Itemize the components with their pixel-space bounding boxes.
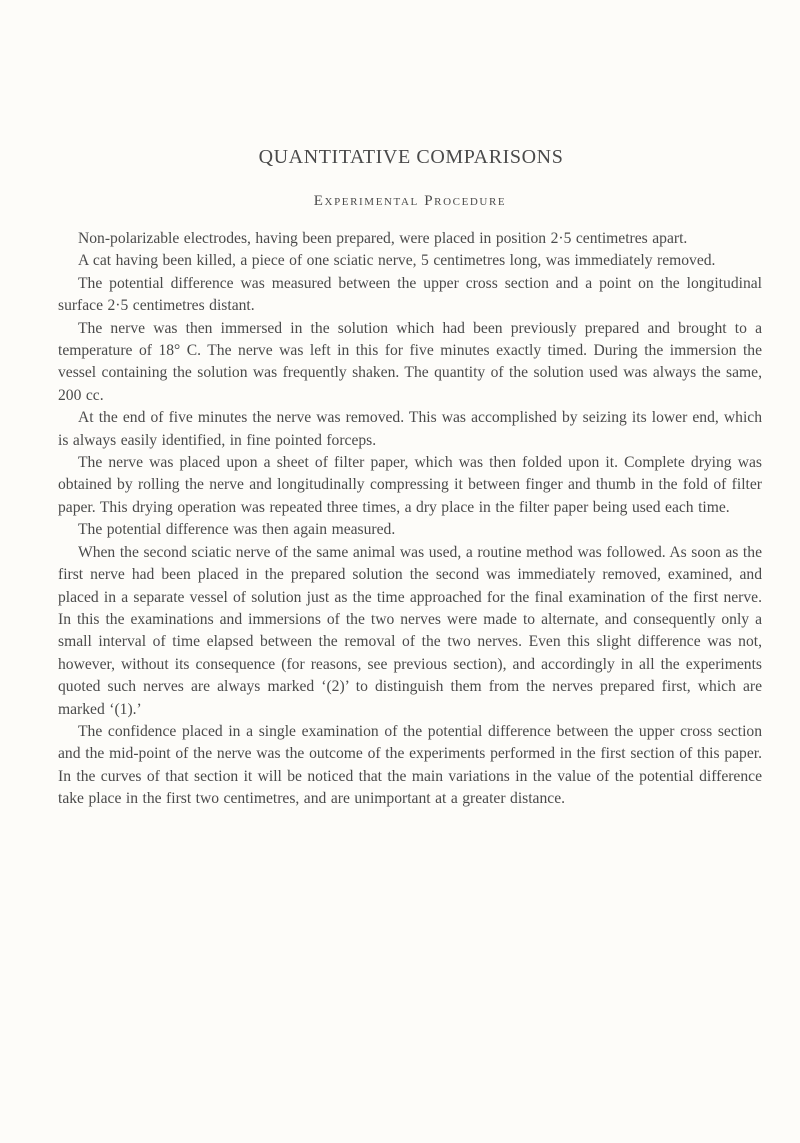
paragraph: When the second sciatic nerve of the same animal was used, a routine method was followed. As soon as the first nerve had been placed in the prepared solution the second was immediately removed, examined, and placed in a separate vessel of solution just as the time approached for the final examination of the first nerve. In this the examinations and immersions of the two nerves were made to alternate, and consequently only a small interval of time elapsed between the removal of the two nerves. Even this slight difference was not, however, without its consequence (for reasons, see previous section), and accordingly in all the experiments quoted such nerves are always marked ‘(2)’ to distinguish them from the nerves prepared first, which are marked ‘(1).’ (58, 543, 762, 718)
body-text (58, 228, 762, 811)
paragraph: At the end of five minutes the nerve was removed. This was accomplished by seizing its lower end, which is always easily identified, in fine pointed forceps. (58, 409, 762, 449)
paragraph: The nerve was placed upon a sheet of filter paper, which was then folded upon it. Complete drying was obtained by rolling the nerve and longitudinally compressing it between finger and thumb in the fold of filter paper. This drying operation was repeated three times, a dry place in the filter paper being used each time. (58, 454, 762, 516)
paragraph: The confidence placed in a single examination of the potential difference between the upper cross section and the mid-point of the nerve was the outcome of the experiments performed in the first section of this paper. In the curves of that section it will be noticed that the main variations in the value of the potential difference take place in the first two centimetres, and are unimportant at a greater distance. (58, 722, 762, 808)
running-head: QUANTITATIVE COMPARISONS (258, 146, 564, 168)
paragraph: The potential difference was then again measured. (78, 521, 396, 539)
paragraph: A cat having been killed, a piece of one sciatic nerve, 5 centimetres long, was immediately removed. (78, 252, 716, 270)
paragraph: The nerve was then immersed in the solution which had been previously prepared and brought to a temperature of 18° C. The nerve was left in this for five minutes exactly timed. During the immersion the vessel containing the solution was frequently shaken. The quantity of the solution used was always the same, 200 cc. (58, 319, 762, 404)
paragraph: The potential difference was measured between the upper cross section and a point on the longitudinal surface 2·5 centimetres distant. (58, 274, 762, 315)
paragraph: Non-polarizable electrodes, having been prepared, were placed in position 2·5 centimetres apart. (78, 230, 688, 247)
section-title: Experimental Procedure (313, 193, 507, 209)
